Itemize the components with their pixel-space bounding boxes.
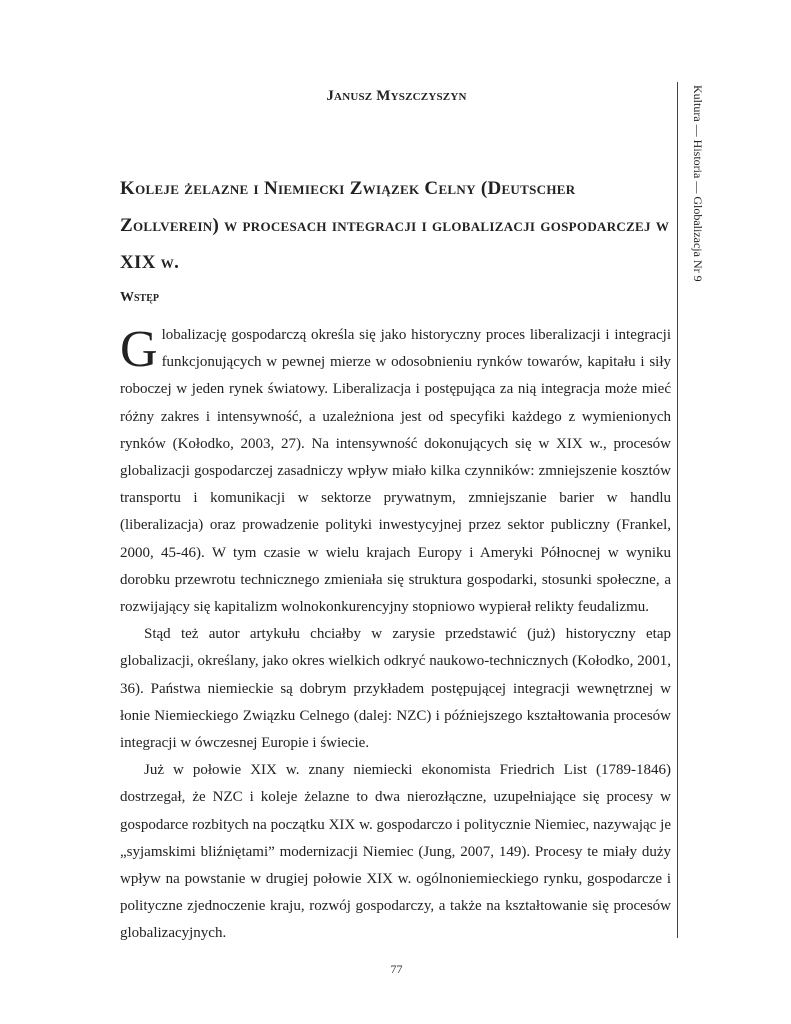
section-heading: Wstęp <box>120 290 160 305</box>
author-name: Janusz Myszczyszyn <box>326 88 467 104</box>
article-title: Koleje żelazne i Niemiecki Związek Celny (Deutscher Zollverein) w procesach integracji i globalizacji gospodarczej w XIX w. <box>120 178 670 273</box>
page-number: 77 <box>390 962 403 976</box>
paragraph-2: Stąd też autor artykułu chciałby w zarysie przedstawić (już) historyczny etap globalizacji, określany, jako okres wielkich odkryć naukowo-technicznych (Kołodko, 2001, 36). Państwa niemieckie są dobrym przykładem postępującej integracji wewnętrznej w łonie Niemieckiego Związku Celnego (dalej: NZC) i późniejszego kształtowania procesów integracji w ówczesnej Europie i świecie. <box>120 626 671 752</box>
paragraph-1-text: lobalizację gospodarczą określa się jako historyczny proces liberalizacji i integracji funkcjonujących w pewnej mierze w odosobnieniu rynków towarów, kapitału i siły roboczej w jeden rynek światowy. Liberalizacja i postępująca za nią integracja może mieć różny zakres i intensywność, a uzależniona jest od specyfiki każdego z wymienionych rynków (Kołodko, 2003, 27). Na intensywność dokonujących się w XIX w., procesów globalizacji gospodarczej zasadniczy wpływ miało kilka czynników: zmniejszenie kosztów transportu i komunikacji w sektorze prywatnym, zmniejszanie barier w handlu (liberalizacja) oraz prowadzenie polityki inwestycyjnej przez sektor publiczny (Frankel, 2000, 45-46). W tym czasie w wielu krajach Europy i Ameryki Północnej w wyniku dorobku przewrotu technicznego zmieniała się struktura gospodarki, stosunki społeczne, a rozwijający się kapitalizm wolnokonkurencyjny stopniowo wypierał relikty feudalizmu. <box>120 327 671 616</box>
paragraph-1 <box>120 322 671 621</box>
margin-rule <box>677 82 678 938</box>
drop-cap: G <box>120 321 158 378</box>
running-head-vertical: Kultura — Historia — Globalizacja Nr 9 <box>691 85 705 282</box>
paragraph-3: Już w połowie XIX w. znany niemiecki ekonomista Friedrich List (1789-1846) dostrzegał, że NZC i koleje żelazne to dwa nierozłączne, uzupełniające się procesy w gospodarce rozbitych na początku XIX w. gospodarczo i politycznie Niemiec, nazywając je „syjamskimi bliźniętami” modernizacji Niemiec (Jung, 2007, 149). Procesy te miały duży wpływ na powstanie w drugiej połowie XIX w. ogólnoniemieckiego rynku, gospodarcze i polityczne zjednoczenie kraju, rozwój gospodarczy, a także na kształtowanie się procesów globalizacyjnych. <box>120 762 671 942</box>
article-body <box>120 322 671 948</box>
